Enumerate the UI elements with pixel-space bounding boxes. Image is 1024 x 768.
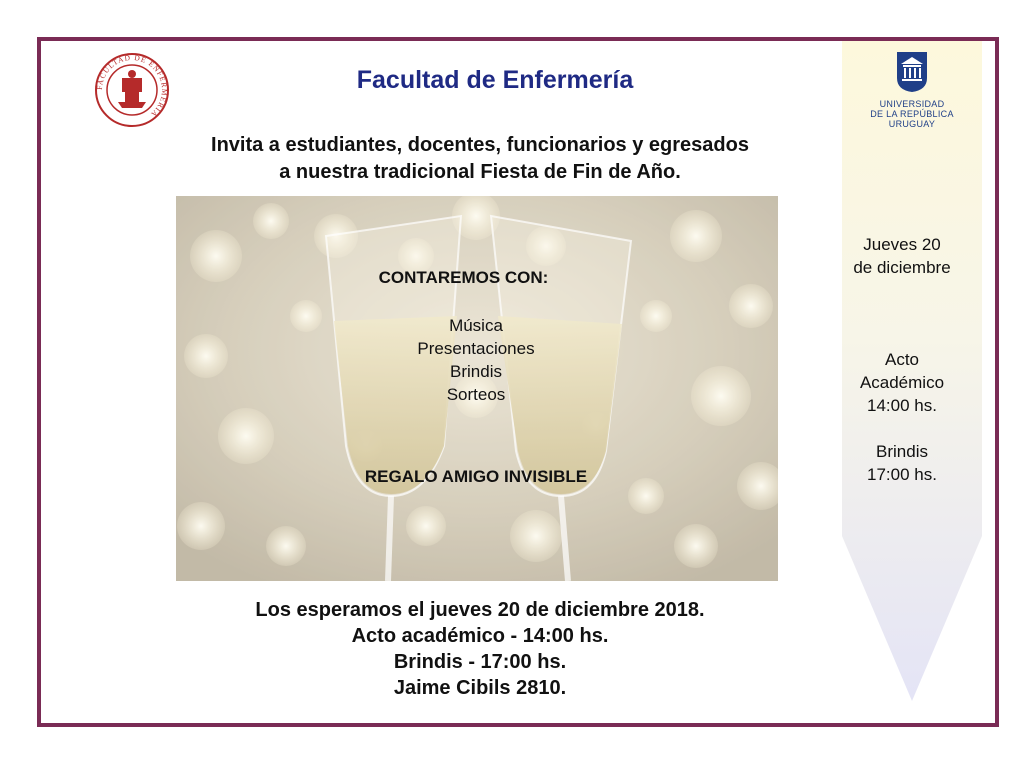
invitation-line: Invita a estudiantes, docentes, funcionarios y egresados	[211, 134, 749, 156]
faculty-seal-icon	[94, 52, 170, 128]
event-line: Jaime Cibils 2810.	[393, 677, 567, 699]
sidebar-acto-line: Acto	[884, 350, 920, 369]
sidebar-acto	[842, 348, 962, 417]
sidebar-acto-line: Académico	[859, 373, 945, 392]
sidebar-date	[842, 233, 962, 279]
list-item: Brindis	[450, 362, 502, 381]
list-item: Música	[449, 316, 503, 335]
sidebar-brindis	[842, 440, 962, 486]
invitation-text	[150, 132, 810, 186]
svg-text:FACULTAD DE ENFERMERÍA: FACULTAD DE ENFERMERÍA	[94, 52, 170, 120]
list-item: Presentaciones	[417, 339, 535, 358]
sidebar-acto-line: 14:00 hs.	[867, 396, 937, 415]
university-name-line: DE LA REPÚBLICA	[870, 109, 954, 119]
event-line: Brindis - 17:00 hs.	[393, 651, 567, 673]
sidebar-brindis-line: Brindis	[876, 442, 928, 461]
activities-list	[176, 314, 776, 406]
university-logo	[842, 48, 982, 129]
university-name-line: URUGUAY	[888, 119, 936, 129]
university-logo-icon	[895, 48, 929, 92]
event-line: Acto académico - 14:00 hs.	[351, 625, 609, 647]
sidebar-date-line: de diciembre	[853, 258, 951, 277]
event-details	[150, 597, 810, 701]
invitation-line: a nuestra tradicional Fiesta de Fin de Año.	[279, 161, 681, 183]
champagne-photo	[176, 196, 778, 581]
university-name-line: UNIVERSIDAD	[879, 99, 945, 109]
gift-exchange-highlight: REGALO AMIGO INVISIBLE	[364, 467, 588, 486]
sidebar-date-line: Jueves 20	[863, 235, 941, 254]
sidebar-brindis-line: 17:00 hs.	[867, 465, 937, 484]
list-item: Sorteos	[446, 385, 506, 404]
page-title: Facultad de Enfermería	[356, 66, 634, 94]
contaremos-heading: CONTAREMOS CON:	[378, 268, 549, 287]
event-line: Los esperamos el jueves 20 de diciembre 2018.	[255, 599, 705, 621]
